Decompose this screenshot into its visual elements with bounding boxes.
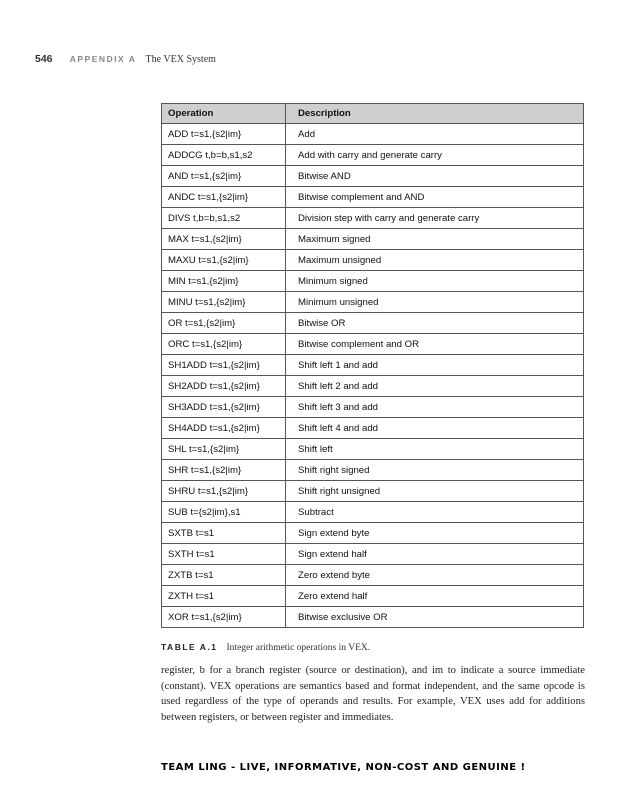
chapter-title: The VEX System bbox=[145, 54, 216, 65]
description-cell: Minimum unsigned bbox=[286, 292, 584, 313]
table-row bbox=[162, 376, 584, 397]
operation-cell: MINU t=s1,{s2|im} bbox=[162, 292, 286, 313]
operation-cell: SXTB t=s1 bbox=[162, 523, 286, 544]
footer-watermark: TEAM LING - LIVE, INFORMATIVE, NON-COST AND GENUINE ! bbox=[161, 762, 526, 773]
description-cell: Shift left 1 and add bbox=[286, 355, 584, 376]
operation-cell: DIVS t,b=b,s1,s2 bbox=[162, 208, 286, 229]
operation-cell: ZXTH t=s1 bbox=[162, 586, 286, 607]
caption-label: TABLE A.1 bbox=[161, 642, 218, 652]
operation-cell: SH2ADD t=s1,{s2|im} bbox=[162, 376, 286, 397]
table-row bbox=[162, 229, 584, 250]
table-row bbox=[162, 313, 584, 334]
paragraph-text: register, b for a branch register (source or destination), and im to indicate a source immediate (constant). VEX operations are semantics based and format independent, and the same opcode is used regardless of the type of operands and results. For example, VEX uses add for additions between registers, or between register and immediates. bbox=[161, 665, 585, 723]
description-cell: Shift left 2 and add bbox=[286, 376, 584, 397]
description-cell: Division step with carry and generate carry bbox=[286, 208, 584, 229]
operation-cell: MAXU t=s1,{s2|im} bbox=[162, 250, 286, 271]
operation-cell: ADDCG t,b=b,s1,s2 bbox=[162, 145, 286, 166]
description-cell: Subtract bbox=[286, 502, 584, 523]
operation-cell: OR t=s1,{s2|im} bbox=[162, 313, 286, 334]
operation-cell: SH3ADD t=s1,{s2|im} bbox=[162, 397, 286, 418]
description-cell: Zero extend half bbox=[286, 586, 584, 607]
body-paragraph bbox=[161, 663, 585, 725]
table-row bbox=[162, 397, 584, 418]
table-row bbox=[162, 418, 584, 439]
table-row bbox=[162, 607, 584, 628]
table-row bbox=[162, 586, 584, 607]
table-caption bbox=[161, 641, 370, 655]
operation-cell: ANDC t=s1,{s2|im} bbox=[162, 187, 286, 208]
operation-cell: SHR t=s1,{s2|im} bbox=[162, 460, 286, 481]
table-row bbox=[162, 124, 584, 145]
description-cell: Shift right unsigned bbox=[286, 481, 584, 502]
column-header-description: Description bbox=[286, 104, 584, 124]
appendix-label: APPENDIX A bbox=[69, 54, 137, 64]
caption-text: Integer arithmetic operations in VEX. bbox=[226, 643, 371, 653]
operation-cell: MAX t=s1,{s2|im} bbox=[162, 229, 286, 250]
table-row bbox=[162, 271, 584, 292]
operation-cell: ZXTB t=s1 bbox=[162, 565, 286, 586]
table-row bbox=[162, 187, 584, 208]
description-cell: Shift right signed bbox=[286, 460, 584, 481]
description-cell: Maximum unsigned bbox=[286, 250, 584, 271]
table-row bbox=[162, 502, 584, 523]
description-cell: Shift left 3 and add bbox=[286, 397, 584, 418]
description-cell: Maximum signed bbox=[286, 229, 584, 250]
description-cell: Bitwise complement and OR bbox=[286, 334, 584, 355]
description-cell: Sign extend byte bbox=[286, 523, 584, 544]
description-cell: Bitwise AND bbox=[286, 166, 584, 187]
table-row bbox=[162, 481, 584, 502]
table-body bbox=[162, 124, 584, 628]
operation-cell: SXTH t=s1 bbox=[162, 544, 286, 565]
operation-cell: SHRU t=s1,{s2|im} bbox=[162, 481, 286, 502]
table-row bbox=[162, 523, 584, 544]
table-row bbox=[162, 145, 584, 166]
table-row bbox=[162, 544, 584, 565]
operation-cell: ADD t=s1,{s2|im} bbox=[162, 124, 286, 145]
table-header-row bbox=[162, 104, 584, 124]
description-cell: Shift left 4 and add bbox=[286, 418, 584, 439]
table-row bbox=[162, 355, 584, 376]
description-cell: Bitwise OR bbox=[286, 313, 584, 334]
description-cell: Bitwise complement and AND bbox=[286, 187, 584, 208]
operation-cell: SH1ADD t=s1,{s2|im} bbox=[162, 355, 286, 376]
operation-cell: SH4ADD t=s1,{s2|im} bbox=[162, 418, 286, 439]
page-number: 546 bbox=[35, 53, 53, 65]
operation-cell: ORC t=s1,{s2|im} bbox=[162, 334, 286, 355]
column-header-operation: Operation bbox=[162, 104, 286, 124]
table-row bbox=[162, 250, 584, 271]
description-cell: Sign extend half bbox=[286, 544, 584, 565]
table-row bbox=[162, 460, 584, 481]
description-cell: Zero extend byte bbox=[286, 565, 584, 586]
operation-cell: SHL t=s1,{s2|im} bbox=[162, 439, 286, 460]
description-cell: Add bbox=[286, 124, 584, 145]
running-header bbox=[35, 52, 216, 67]
description-cell: Add with carry and generate carry bbox=[286, 145, 584, 166]
description-cell: Bitwise exclusive OR bbox=[286, 607, 584, 628]
description-cell: Shift left bbox=[286, 439, 584, 460]
description-cell: Minimum signed bbox=[286, 271, 584, 292]
operation-cell: AND t=s1,{s2|im} bbox=[162, 166, 286, 187]
table-row bbox=[162, 166, 584, 187]
operations-table bbox=[161, 103, 584, 628]
operation-cell: XOR t=s1,{s2|im} bbox=[162, 607, 286, 628]
table-row bbox=[162, 439, 584, 460]
operation-cell: SUB t={s2|im},s1 bbox=[162, 502, 286, 523]
operation-cell: MIN t=s1,{s2|im} bbox=[162, 271, 286, 292]
table-row bbox=[162, 208, 584, 229]
table-row bbox=[162, 334, 584, 355]
table-row bbox=[162, 292, 584, 313]
table-row bbox=[162, 565, 584, 586]
